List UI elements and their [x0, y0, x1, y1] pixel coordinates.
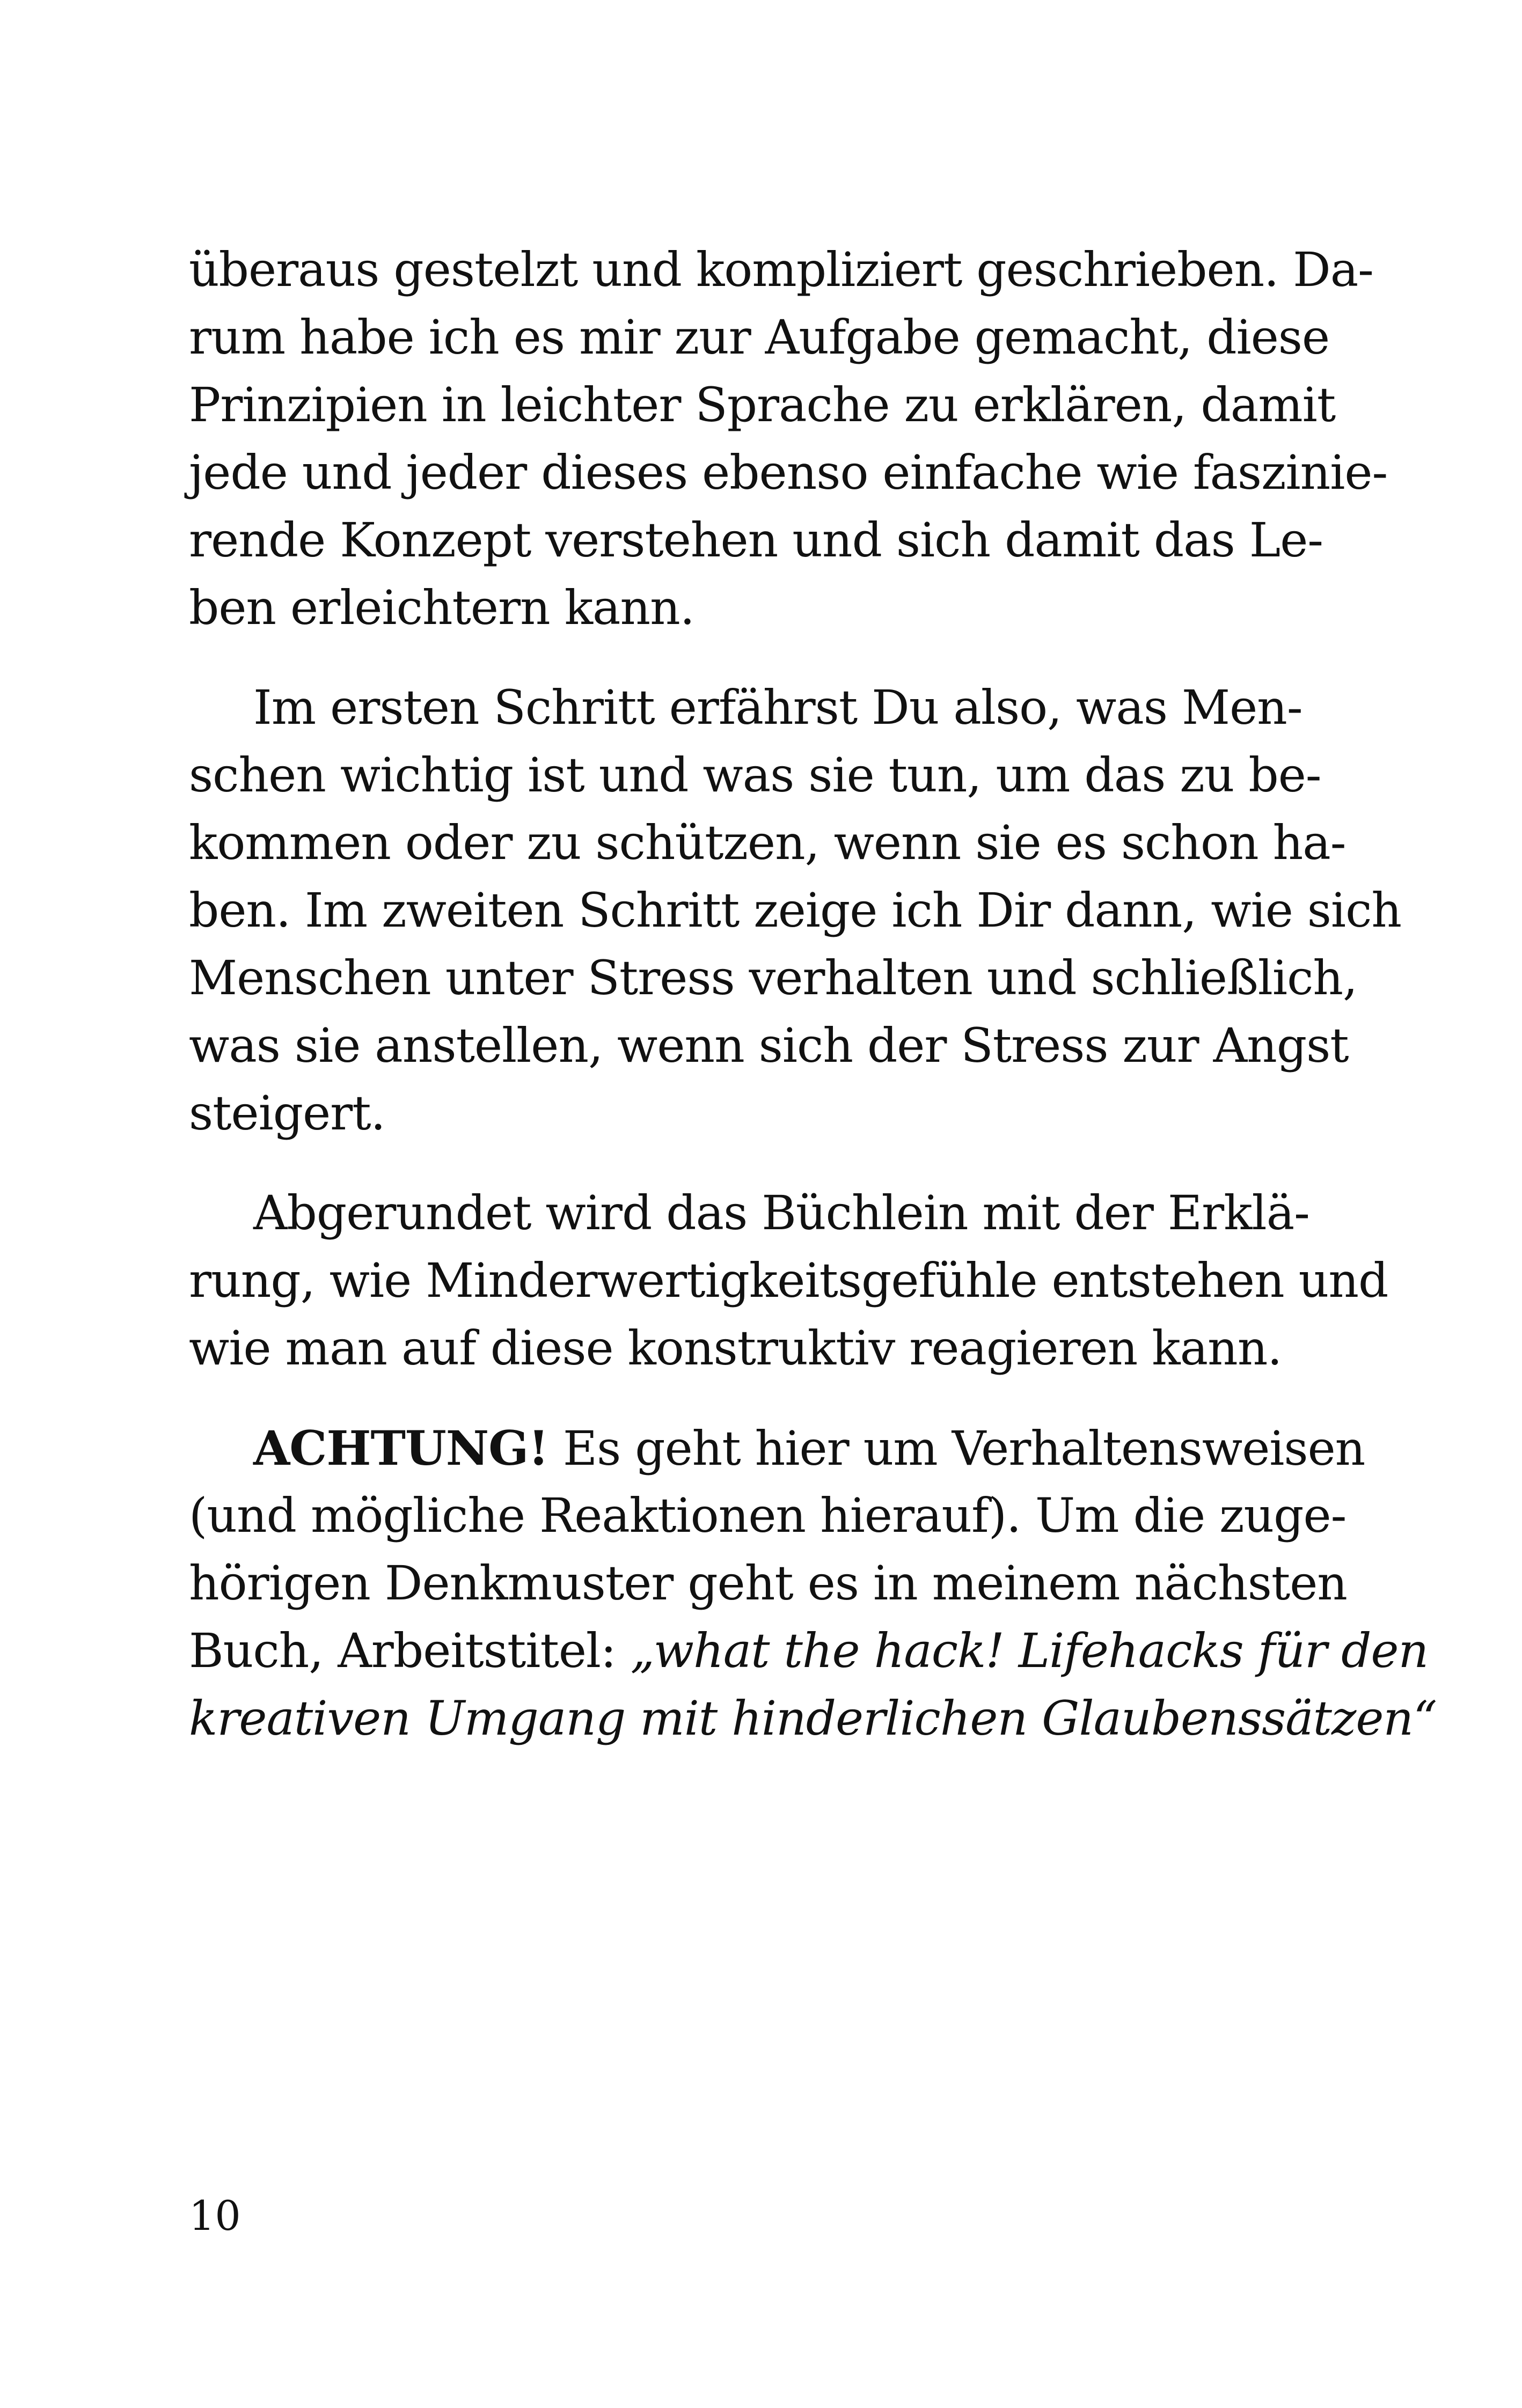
text-line: Abgerundet wird das Büchlein mit der Erklä- — [253, 1185, 1309, 1240]
book-title-italic: kreativen Umgang mit hinderlichen Glaubenssätzen“ — [189, 1691, 1437, 1746]
paragraph-1 — [189, 236, 1388, 642]
text-line: rung, wie Minderwertigkeitsgefühle entstehen und — [189, 1253, 1388, 1308]
text-line: steigert. — [189, 1085, 385, 1141]
text-line: rende Konzept verstehen und sich damit das Le- — [189, 512, 1323, 568]
text-line: überaus gestelzt und kompliziert geschrieben. Da- — [189, 242, 1373, 297]
text-line: Prinzipien in leichter Sprache zu erklären, damit — [189, 377, 1336, 432]
paragraph-3 — [189, 1179, 1388, 1382]
book-title-italic: „what the hack! Lifehacks für den — [630, 1623, 1429, 1678]
body-text — [189, 236, 1437, 1752]
text-line: rum habe ich es mir zur Aufgabe gemacht, diese — [189, 310, 1330, 365]
text-line — [189, 1414, 1365, 1482]
warning-label: ACHTUNG! — [253, 1420, 548, 1476]
text-line — [189, 1617, 1429, 1685]
text-line: schen wichtig ist und was sie tun, um das zu be- — [189, 747, 1321, 803]
text-line: wie man auf diese konstruktiv reagieren kann. — [189, 1320, 1282, 1376]
text-fragment: Buch, Arbeitstitel: — [189, 1623, 631, 1678]
text-line: kommen oder zu schützen, wenn sie es schon ha- — [189, 815, 1346, 870]
text-fragment: Es geht hier um Verhaltensweisen — [548, 1421, 1365, 1476]
text-line: Menschen unter Stress verhalten und schließlich, — [189, 950, 1358, 1005]
text-line: (und mögliche Reaktionen hierauf). Um die zuge- — [189, 1488, 1347, 1543]
paragraph-2 — [189, 674, 1402, 1147]
text-line: was sie anstellen, wenn sich der Stress zur Angst — [189, 1018, 1349, 1073]
text-line: jede und jeder dieses ebenso einfache wie faszinie- — [189, 445, 1388, 500]
text-line: hörigen Denkmuster geht es in meinem nächsten — [189, 1555, 1347, 1611]
paragraph-4 — [189, 1414, 1437, 1752]
text-line: ben. Im zweiten Schritt zeige ich Dir dann, wie sich — [189, 883, 1402, 938]
text-line: Im ersten Schritt erfährst Du also, was Men- — [253, 680, 1303, 735]
page-number: 10 — [189, 2192, 241, 2240]
text-line: ben erleichtern kann. — [189, 580, 694, 635]
